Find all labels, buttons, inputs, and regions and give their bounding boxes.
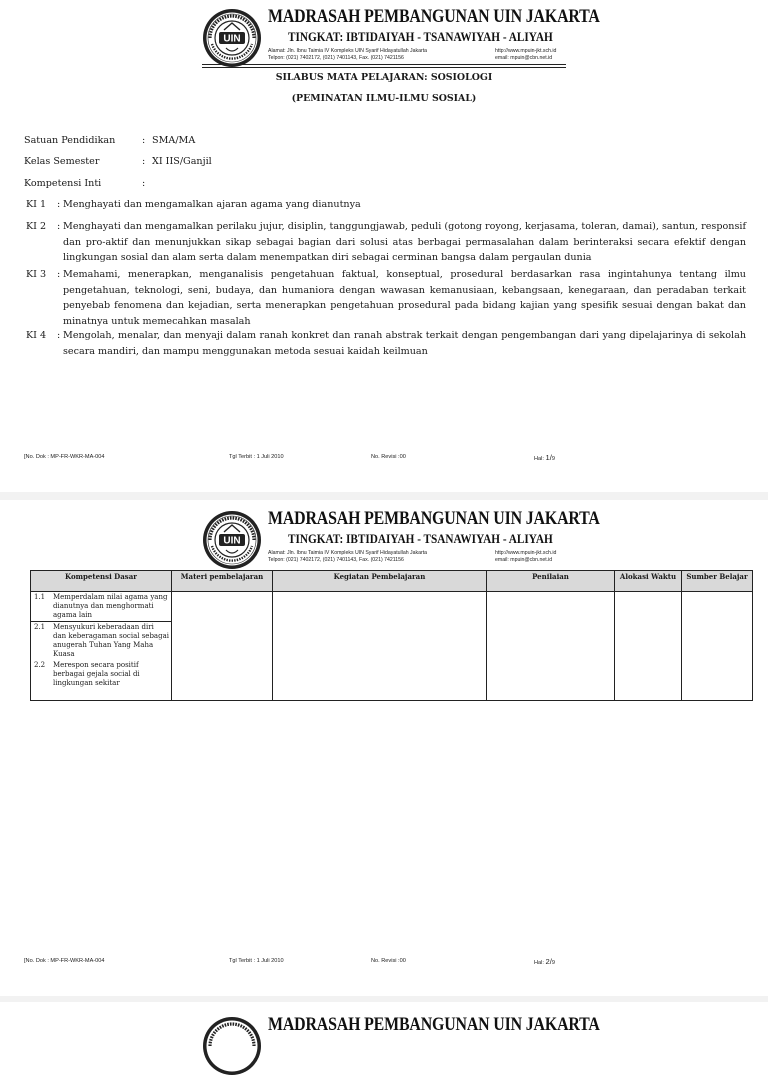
address-line-1: Alamat: Jln. Ibnu Taimia IV Kompleks UIN Syarif Hidayatullah Jakarta xyxy=(268,48,428,54)
school-address xyxy=(268,550,427,564)
header-kompetensi-dasar: Kompetensi Dasar xyxy=(31,571,172,592)
kd-text: Merespon secara positif berbagai gejala social di lingkungan sekitar xyxy=(53,661,140,687)
letterhead xyxy=(202,6,600,68)
ki-colon: : xyxy=(57,269,61,280)
footer-date: Tgl Terbit : 1 Juli 2010 xyxy=(229,958,284,964)
footer-revision: No. Revisi :00 xyxy=(371,454,406,460)
ki-id: KI 3 xyxy=(26,269,47,280)
meta-value: XI IIS/Ganjil xyxy=(152,156,212,167)
footer-page-label: Hal: xyxy=(534,456,546,462)
letterhead-rule xyxy=(202,64,566,65)
meta-colon: : xyxy=(142,156,146,167)
footer-page-number: 2/ xyxy=(545,957,552,966)
address-line-2: Telpon: (021) 7402172, (021) 7401143, Fax. (021) 7421156 xyxy=(268,55,404,61)
penilaian-cell xyxy=(487,592,615,701)
school-name: MADRASAH PEMBANGUNAN UIN JAKARTA xyxy=(268,509,600,529)
table-header-row xyxy=(31,571,753,592)
ki-text: Menghayati dan mengamalkan perilaku jujur, disiplin, tanggungjawab, peduli (gotong royong, kerjasama, toleran, damai), santun, responsif dan pro-aktif dan menunjukkan sikap sebagai bagian dari solusi atas berbagai permasalahan dalam berinteraksi secara efektif dengan lingkungan sosial dan alam serta dalam menempatkan diri sebagai cerminan bangsa dalam pergaulan dunia xyxy=(63,221,746,264)
school-website: http://www.mpuin-jkt.sch.id xyxy=(495,550,557,556)
kd-number: 2.1 xyxy=(34,623,46,631)
materi-cell xyxy=(172,592,273,701)
ki-id: KI 4 xyxy=(26,330,47,341)
header-materi: Materi pembelajaran xyxy=(172,571,273,592)
ki-item xyxy=(24,219,746,266)
meta-label: Kelas Semester xyxy=(24,156,100,167)
meta-colon: : xyxy=(142,135,146,146)
meta-row-kelas xyxy=(24,156,212,167)
school-address xyxy=(268,48,427,62)
table-row xyxy=(31,592,753,701)
letterhead-rule-thin xyxy=(202,67,566,68)
page-3 xyxy=(0,1002,768,1035)
syllabus-title: SILABUS MATA PELAJARAN: SOSIOLOGI xyxy=(275,72,493,83)
school-level: TINGKAT: IBTIDAIYAH - TSANAWIYAH - ALIYAH xyxy=(288,30,553,44)
school-logo-icon xyxy=(202,1016,262,1076)
address-line-2: Telpon: (021) 7402172, (021) 7401143, Fax. (021) 7421156 xyxy=(268,557,404,563)
footer-page-total: 9 xyxy=(551,960,555,966)
school-email: email: mpuin@cbn.net.id xyxy=(495,557,553,563)
footer-page-number: 1/ xyxy=(545,453,552,462)
logo-text: UIN xyxy=(223,33,241,45)
kd-item xyxy=(31,592,171,621)
letterhead xyxy=(202,1014,600,1076)
ki-colon: : xyxy=(57,199,61,210)
school-logo-icon xyxy=(202,510,262,570)
syllabus-table xyxy=(30,570,753,701)
footer-doc-number: [No. Dok : MP-FR-WKR-MA-004 xyxy=(24,958,105,964)
kd-number: 1.1 xyxy=(34,593,46,601)
kd-item xyxy=(31,660,171,689)
ki-item xyxy=(24,328,746,359)
footer-revision: No. Revisi :00 xyxy=(371,958,406,964)
header-penilaian: Penilaian xyxy=(487,571,615,592)
kegiatan-cell xyxy=(273,592,487,701)
school-contact xyxy=(495,48,556,62)
school-logo-icon xyxy=(202,8,262,68)
school-contact xyxy=(495,550,556,564)
meta-label: Satuan Pendidikan xyxy=(24,135,116,146)
header-sumber-belajar: Sumber Belajar xyxy=(682,571,753,592)
meta-row-satuan xyxy=(24,135,195,146)
school-website: http://www.mpuin-jkt.sch.id xyxy=(495,48,557,54)
kd-number: 2.2 xyxy=(34,661,46,669)
ki-item xyxy=(24,267,746,330)
footer-page-label: Hal: xyxy=(534,960,546,966)
meta-row-kompetensi xyxy=(24,178,152,189)
ki-text: Memahami, menerapkan, menganalisis pengetahuan faktual, konseptual, prosedural berdasarkan rasa ingintahunya tentang ilmu pengetahuan, teknologi, seni, budaya, dan humaniora dengan wawasan kemanusiaan, kebangsaan, kenegaraan, dan peradaban terkait penyebab fenomena dan kejadian, serta menerapkan pengetahuan prosedural pada bidang kajian yang spesifik sesuai dengan bakat dan minatnya untuk memecahkan masalah xyxy=(63,269,746,328)
school-name: MADRASAH PEMBANGUNAN UIN JAKARTA xyxy=(268,7,600,27)
kd-item xyxy=(31,622,171,660)
kd-text: Mensyukuri keberadaan diri dan keberagaman social sebagai anugerah Tuhan Yang Maha Kuasa xyxy=(53,623,169,658)
school-name: MADRASAH PEMBANGUNAN UIN JAKARTA xyxy=(268,1015,600,1035)
address-line-1: Alamat: Jln. Ibnu Taimia IV Kompleks UIN Syarif Hidayatullah Jakarta xyxy=(268,550,428,556)
syllabus-subtitle: (PEMINATAN ILMU-ILMU SOSIAL) xyxy=(291,93,477,104)
school-level: TINGKAT: IBTIDAIYAH - TSANAWIYAH - ALIYAH xyxy=(288,532,553,546)
footer-page xyxy=(534,453,555,462)
footer-date: Tgl Terbit : 1 Juli 2010 xyxy=(229,454,284,460)
ki-id: KI 2 xyxy=(26,221,47,232)
page-1 xyxy=(0,0,768,492)
ki-colon: : xyxy=(57,330,61,341)
logo-text: UIN xyxy=(223,535,241,547)
ki-text: Menghayati dan mengamalkan ajaran agama yang dianutnya xyxy=(63,199,361,210)
footer-page xyxy=(534,957,555,966)
ki-colon: : xyxy=(57,221,61,232)
footer-doc-number: [No. Dok : MP-FR-WKR-MA-004 xyxy=(24,454,105,460)
header-alokasi-waktu: Alokasi Waktu xyxy=(615,571,682,592)
footer-page-total: 9 xyxy=(551,456,555,462)
alokasi-cell xyxy=(615,592,682,701)
meta-colon: : xyxy=(142,178,146,189)
school-email: email: mpuin@cbn.net.id xyxy=(495,55,553,61)
letterhead xyxy=(202,508,600,570)
kd-text: Memperdalam nilai agama yang dianutnya dan menghormati agama lain xyxy=(53,593,168,619)
ki-item xyxy=(24,197,746,213)
sumber-cell xyxy=(682,592,753,701)
meta-label: Kompetensi Inti xyxy=(24,178,102,189)
header-kegiatan: Kegiatan Pembelajaran xyxy=(273,571,487,592)
meta-value: SMA/MA xyxy=(152,135,196,146)
kd-cell xyxy=(31,592,172,701)
ki-text: Mengolah, menalar, dan menyaji dalam ranah konkret dan ranah abstrak terkait dengan pengembangan dari yang dipelajarinya di sekolah secara mandiri, dan mampu menggunakan metoda sesuai kaidah keilmuan xyxy=(63,330,746,357)
ki-id: KI 1 xyxy=(26,199,47,210)
